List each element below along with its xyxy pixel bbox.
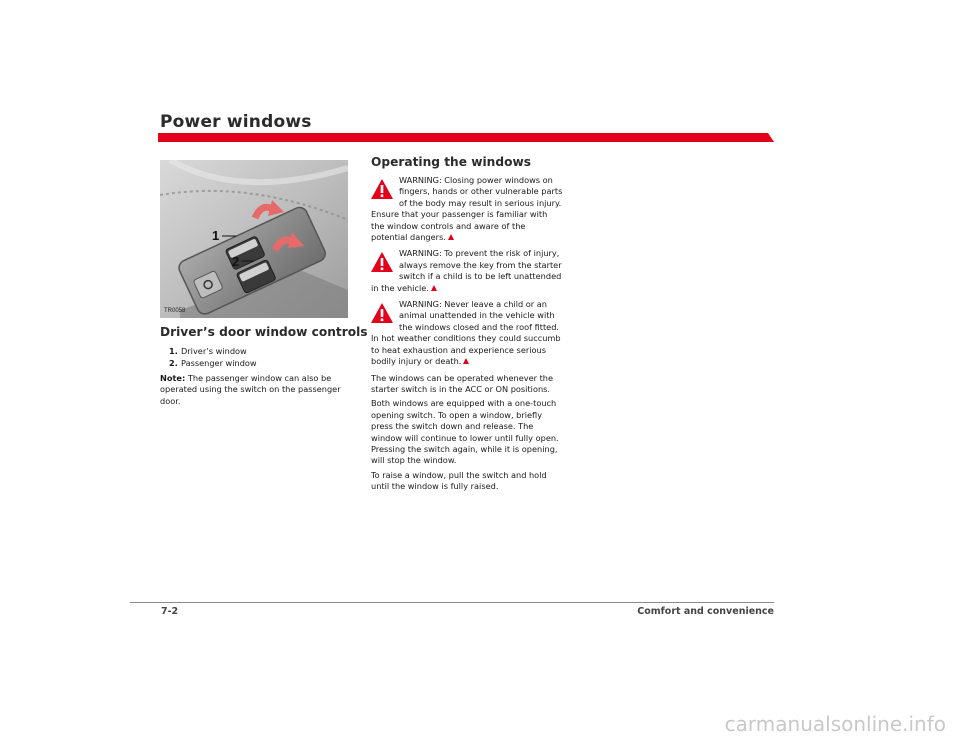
callout-1: 1 bbox=[212, 228, 220, 243]
body-paragraph: The windows can be operated whenever the starter switch is in the ACC or ON positions. bbox=[371, 372, 554, 394]
list-item: 1. Driver’s window bbox=[169, 346, 247, 356]
left-column bbox=[160, 325, 368, 410]
end-warning-icon bbox=[463, 358, 469, 364]
warning-text: WARNING: Never leave a child or an animal unattended in the vehicle with the windows closed and the roof fitted. In hot weather conditions they could succumb to heat exhaustion and experience serious bodily injury or death. bbox=[371, 299, 561, 367]
note-label: Note: bbox=[160, 373, 186, 383]
warning-block bbox=[371, 299, 563, 367]
warning-icon bbox=[371, 303, 393, 323]
warning-text: WARNING: To prevent the risk of injury, always remove the key from the starter switch if a child is to be left unattended in the vehicle. bbox=[371, 248, 562, 293]
end-warning-icon bbox=[431, 285, 437, 291]
warning-icon bbox=[371, 179, 393, 199]
warning-icon bbox=[371, 252, 393, 272]
right-column bbox=[371, 155, 563, 496]
driver-door-heading: Driver’s door window controls bbox=[160, 325, 368, 339]
warning-block bbox=[371, 248, 563, 294]
warning-text: WARNING: Closing power windows on fingers, hands or other vulnerable parts of the body may result in serious injury. Ensure that your passenger is familiar with the window controls and aware of the potential dangers. bbox=[371, 175, 563, 243]
callout-list bbox=[160, 345, 360, 369]
body-paragraph: To raise a window, pull the switch and hold until the window is fully raised. bbox=[371, 469, 547, 492]
callout-2: 2 bbox=[232, 254, 240, 269]
title-red-bar bbox=[158, 133, 774, 142]
operating-windows-heading: Operating the windows bbox=[371, 155, 531, 169]
page-number: 7-2 bbox=[161, 606, 179, 617]
watermark: carmanualsonline.info bbox=[724, 712, 946, 736]
page-title: Power windows bbox=[160, 112, 312, 132]
note-text: The passenger window can also be operated using the switch on the passenger door. bbox=[160, 373, 341, 406]
note-paragraph bbox=[160, 373, 360, 407]
figure-code: TR0058 bbox=[164, 308, 186, 314]
section-name: Comfort and convenience bbox=[637, 606, 774, 617]
body-paragraph: Both windows are equipped with a one-touch opening switch. To open a window, briefly press the switch down and release. The window will continue to lower until fully open. Pressing the switch again, while it is opening, will stop the window. bbox=[371, 398, 559, 466]
list-item: 2. Passenger window bbox=[169, 358, 257, 368]
window-controls-photo bbox=[160, 160, 348, 318]
warning-block bbox=[371, 175, 563, 243]
end-warning-icon bbox=[448, 234, 454, 240]
footer-divider bbox=[130, 602, 774, 603]
